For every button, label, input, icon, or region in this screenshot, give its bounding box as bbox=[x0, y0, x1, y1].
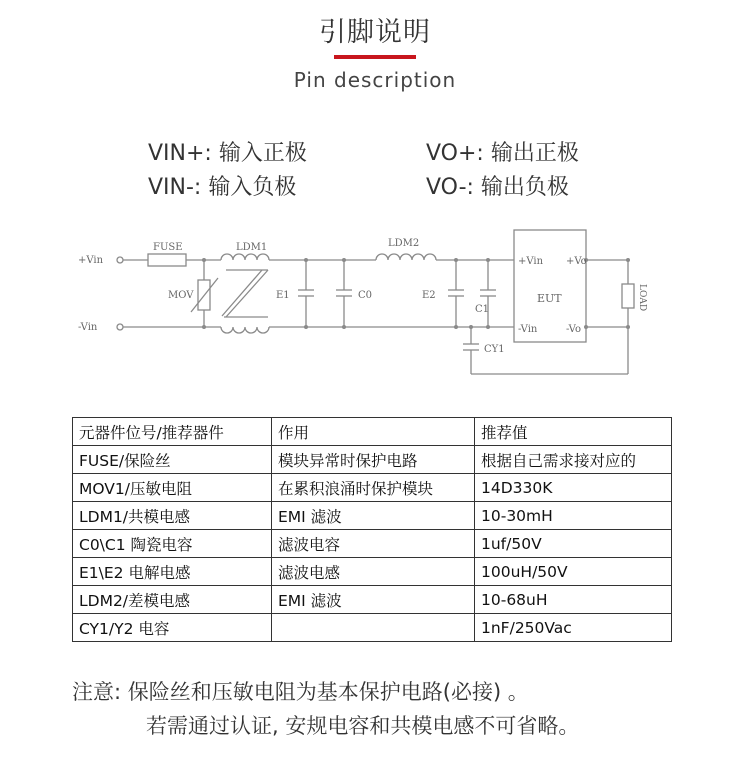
label-c0: C0 bbox=[358, 290, 373, 301]
label-vin-minus: -Vin bbox=[78, 322, 98, 333]
label-eut-vin-plus: +Vin bbox=[518, 256, 544, 267]
page-subtitle: Pin description bbox=[293, 68, 457, 92]
table-header-cell: 元器件位号/推荐器件 bbox=[73, 418, 272, 446]
label-ldm1: LDM1 bbox=[236, 242, 268, 253]
vin-minus-terminal bbox=[117, 324, 123, 330]
table-cell: EMI 滤波 bbox=[272, 502, 475, 530]
table-cell: 10-30mH bbox=[475, 502, 672, 530]
table-row bbox=[73, 474, 672, 502]
title-underline bbox=[334, 55, 416, 59]
table-cell: E1\E2 电解电感 bbox=[73, 558, 272, 586]
load-resistor bbox=[622, 284, 634, 308]
table-header-row bbox=[73, 418, 672, 446]
table-cell: LDM2/差模电感 bbox=[73, 586, 272, 614]
label-ldm2: LDM2 bbox=[388, 238, 420, 249]
table-row bbox=[73, 530, 672, 558]
page-title: 引脚说明 bbox=[319, 17, 431, 48]
label-eut: EUT bbox=[537, 292, 562, 305]
circuit-diagram bbox=[76, 226, 666, 386]
table-cell: 根据自己需求接对应的 bbox=[475, 446, 672, 474]
table-header-cell: 推荐值 bbox=[475, 418, 672, 446]
label-eut-vo-plus: +Vo bbox=[566, 256, 587, 267]
table-cell: 10-68uH bbox=[475, 586, 672, 614]
label-eut-vin-minus: -Vin bbox=[518, 324, 538, 335]
component-table bbox=[72, 417, 672, 642]
label-c1: C1 bbox=[475, 304, 490, 315]
ldm2-coil bbox=[376, 254, 436, 260]
label-load: LOAD bbox=[637, 284, 647, 312]
note-line-2: 若需通过认证, 安规电容和共模电感不可省略。 bbox=[146, 714, 580, 738]
ldm1-top-coil bbox=[221, 254, 269, 260]
note-line-1: 注意: 保险丝和压敏电阻为基本保护电路(必接) 。 bbox=[72, 680, 529, 704]
table-cell: 滤波电容 bbox=[272, 530, 475, 558]
table-cell: LDM1/共模电感 bbox=[73, 502, 272, 530]
pin-vo-minus: VO-: 输出负极 bbox=[426, 175, 569, 200]
table-row bbox=[73, 558, 672, 586]
label-vin-plus: +Vin bbox=[78, 255, 104, 266]
label-mov: MOV bbox=[168, 290, 194, 301]
table-cell: 滤波电感 bbox=[272, 558, 475, 586]
table-cell: 1nF/250Vac bbox=[475, 614, 672, 642]
table-cell: 100uH/50V bbox=[475, 558, 672, 586]
table-cell bbox=[272, 614, 475, 642]
table-row bbox=[73, 586, 672, 614]
pin-vin-minus: VIN-: 输入负极 bbox=[148, 175, 297, 200]
table-cell: EMI 滤波 bbox=[272, 586, 475, 614]
label-e1: E1 bbox=[276, 290, 290, 301]
label-e2: E2 bbox=[422, 290, 436, 301]
table-row bbox=[73, 502, 672, 530]
table-row bbox=[73, 446, 672, 474]
ldm1-bottom-coil bbox=[221, 327, 269, 333]
table-cell: 模块异常时保护电路 bbox=[272, 446, 475, 474]
vin-plus-terminal bbox=[117, 257, 123, 263]
table-cell: MOV1/压敏电阻 bbox=[73, 474, 272, 502]
table-cell: C0\C1 陶瓷电容 bbox=[73, 530, 272, 558]
fuse-symbol bbox=[148, 254, 186, 266]
table-header-cell: 作用 bbox=[272, 418, 475, 446]
table-cell: 1uf/50V bbox=[475, 530, 672, 558]
table-cell: CY1/Y2 电容 bbox=[73, 614, 272, 642]
label-fuse: FUSE bbox=[153, 242, 183, 253]
table-row bbox=[73, 614, 672, 642]
label-cy1: CY1 bbox=[484, 344, 505, 355]
table-cell: 14D330K bbox=[475, 474, 672, 502]
table-cell: FUSE/保险丝 bbox=[73, 446, 272, 474]
pin-vin-plus: VIN+: 输入正极 bbox=[148, 141, 307, 166]
label-eut-vo-minus: -Vo bbox=[566, 324, 581, 335]
table-cell: 在累积浪涌时保护模块 bbox=[272, 474, 475, 502]
pin-vo-plus: VO+: 输出正极 bbox=[426, 141, 579, 166]
